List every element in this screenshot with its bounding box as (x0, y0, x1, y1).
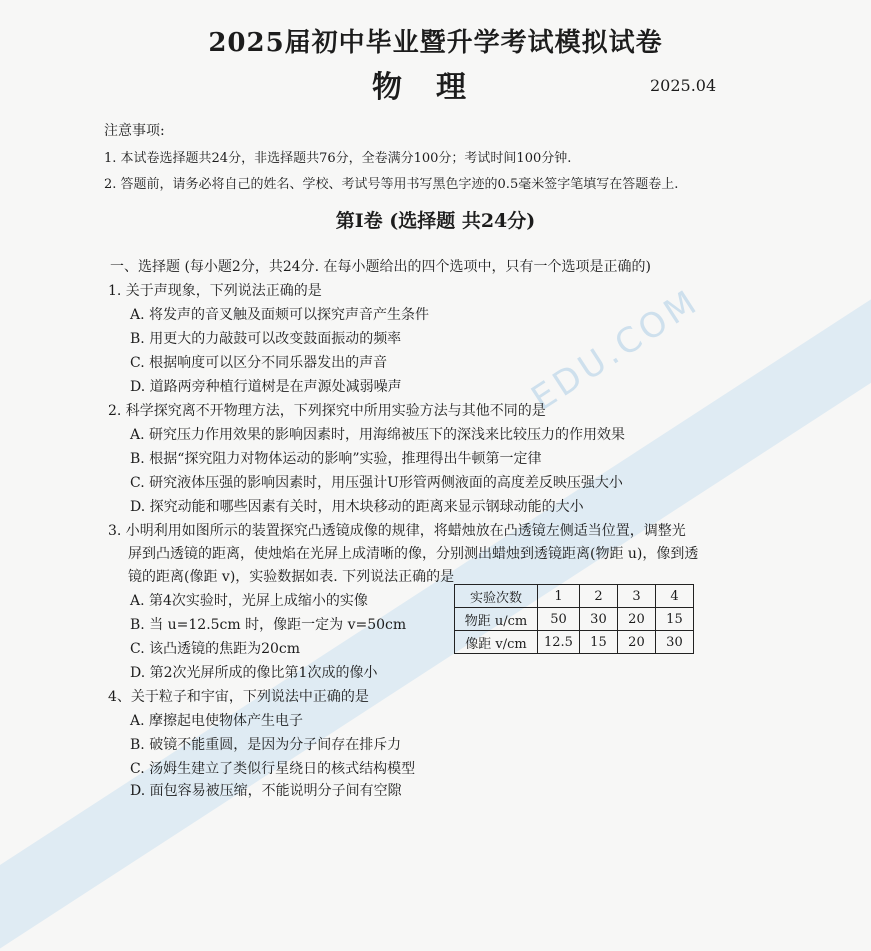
table-cell: 物距 u/cm (455, 608, 538, 631)
question-option: B. 根据“探究阻力对物体运动的影响”实验，推理得出牛顿第一定律 (130, 451, 542, 467)
table-cell: 实验次数 (455, 585, 538, 608)
question-option: A. 研究压力作用效果的影响因素时，用海绵被压下的深浅来比较压力的作用效果 (130, 427, 626, 443)
table-cell: 12.5 (538, 631, 580, 654)
question-option: C. 汤姆生建立了类似行星绕日的核式结构模型 (130, 761, 416, 777)
question-option: A. 摩擦起电使物体产生电子 (130, 713, 304, 729)
table-cell: 15 (655, 608, 693, 631)
part-heading: 一、选择题 (每小题2分，共24分. 在每小题给出的四个选项中，只有一个选项是正确的) (110, 259, 651, 275)
question-option: A. 将发声的音叉触及面颊可以探究声音产生条件 (130, 307, 430, 323)
table-row (455, 608, 694, 631)
question-stem: 3. 小明利用如图所示的装置探究凸透镜成像的规律，将蜡烛放在凸透镜左侧适当位置，调整光 (108, 523, 686, 539)
question-option: B. 当 u=12.5cm 时，像距一定为 v=50cm (130, 617, 407, 633)
exam-title: 2025届初中毕业暨升学考试模拟试卷 (208, 28, 663, 58)
question-option: D. 探究动能和哪些因素有关时，用木块移动的距离来显示钢球动能的大小 (130, 499, 584, 515)
table-cell: 15 (579, 631, 617, 654)
question-option: B. 破镜不能重圆，是因为分子间存在排斥力 (130, 737, 402, 753)
question-option: C. 该凸透镜的焦距为20cm (130, 641, 301, 657)
table-header-row (455, 585, 694, 608)
question-option: D. 面包容易被压缩，不能说明分子间有空隙 (130, 783, 402, 799)
question-stem: 4、关于粒子和宇宙，下列说法中正确的是 (108, 689, 369, 705)
section-title: 第I卷 (选择题 共24分) (335, 210, 536, 232)
question-option: B. 用更大的力敲鼓可以改变鼓面振动的频率 (130, 331, 402, 347)
table-cell: 1 (538, 585, 580, 608)
question-stem: 镜的距离(像距 v)，实验数据如表. 下列说法正确的是 (128, 569, 455, 585)
question-option: C. 根据响度可以区分不同乐器发出的声音 (130, 355, 388, 371)
question-stem: 屏到凸透镜的距离，使烛焰在光屏上成清晰的像，分别测出蜡烛到透镜距离(物距 u)，像到透 (128, 546, 699, 562)
table-row (455, 631, 694, 654)
question-option: A. 第4次实验时，光屏上成缩小的实像 (130, 593, 368, 609)
exam-date: 2025.04 (650, 76, 717, 95)
question-option: D. 第2次光屏所成的像比第1次成的像小 (130, 665, 378, 681)
table-cell: 20 (617, 631, 655, 654)
watermark-text: EDU.COM (524, 281, 707, 419)
subject-title: 物理 (372, 70, 500, 105)
question-option: D. 道路两旁种植行道树是在声源处减弱噪声 (130, 379, 402, 395)
notice-item: 2. 答题前，请务必将自己的姓名、学校、考试号等用书写黑色字迹的0.5毫米签字笔填写在答题卷上. (104, 177, 679, 192)
experiment-table (454, 584, 694, 654)
question-stem: 2. 科学探究离不开物理方法，下列探究中所用实验方法与其他不同的是 (108, 403, 546, 419)
table-cell: 2 (579, 585, 617, 608)
table-cell: 30 (579, 608, 617, 631)
table-cell: 像距 v/cm (455, 631, 538, 654)
notice-heading: 注意事项: (104, 123, 165, 139)
question-option: C. 研究液体压强的影响因素时，用压强计U形管两侧液面的高度差反映压强大小 (130, 475, 623, 491)
table-cell: 20 (617, 608, 655, 631)
table-cell: 4 (655, 585, 693, 608)
table-cell: 30 (655, 631, 693, 654)
table-cell: 3 (617, 585, 655, 608)
notice-item: 1. 本试卷选择题共24分，非选择题共76分，全卷满分100分；考试时间100分钟. (104, 151, 572, 166)
question-stem: 1. 关于声现象，下列说法正确的是 (108, 283, 322, 299)
table-cell: 50 (538, 608, 580, 631)
